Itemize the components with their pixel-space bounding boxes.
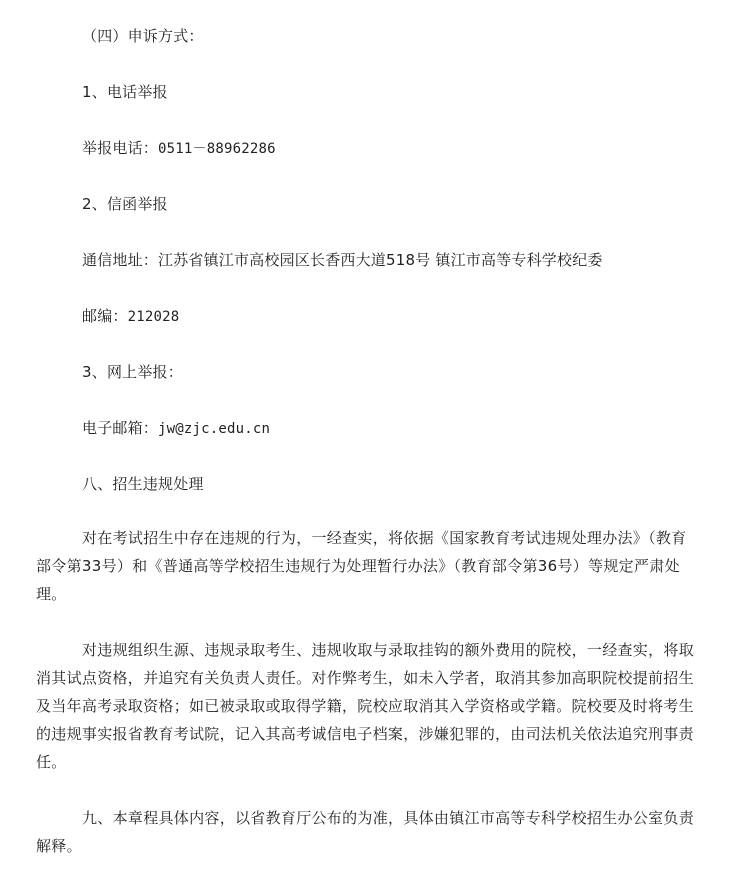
violation-paragraph-2: 对违规组织生源、违规录取考生、违规收取与录取挂钩的额外费用的院校，一经查实，将取消其试点资格，并追究有关负责人责任。对作弊考生，如未入学者，取消其参加高职院校提前招生及当年高考录取资格；如已被录取或取得学籍，院校应取消其入学资格或学籍。院校要及时将考生的违规事实报省教育考试院，记入其高考诚信电子档案，涉嫌犯罪的，由司法机关依法追究刑事责任。 (36, 641, 695, 771)
online-report-heading: 3、网上举报： (82, 363, 183, 381)
violation-paragraph-1: 对在考试招生中存在违规的行为，一经查实，将依据《国家教育考试违规处理办法》（教育部令第33号）和《普通高等学校招生违规行为处理暂行办法》（教育部令第36号）等规定严肃处理。 (36, 529, 687, 603)
email-line (82, 418, 270, 438)
phone-line (82, 138, 276, 158)
postcode-line (82, 306, 179, 326)
postcode-value: 212028 (127, 309, 180, 325)
email-label: 电子邮箱： (82, 419, 159, 437)
phone-number: 0511－88962286 (158, 141, 276, 157)
letter-report-heading: 2、信函举报 (82, 195, 168, 213)
final-note-paragraph: 九、本章程具体内容，以省教育厅公布的为准，具体由镇江市高等专科学校招生办公室负责解释。 (36, 809, 695, 855)
postcode-label: 邮编： (82, 307, 128, 325)
complaint-method-heading: （四）申诉方式： (82, 27, 204, 45)
email-value: jw@zjc.edu.cn (158, 421, 271, 437)
mailing-address: 通信地址：江苏省镇江市高校园区长香西大道518号 镇江市高等专科学校纪委 (82, 251, 603, 269)
phone-report-heading: 1、电话举报 (82, 83, 168, 101)
violation-handling-heading: 八、招生违规处理 (82, 475, 204, 493)
phone-label: 举报电话： (82, 139, 159, 157)
